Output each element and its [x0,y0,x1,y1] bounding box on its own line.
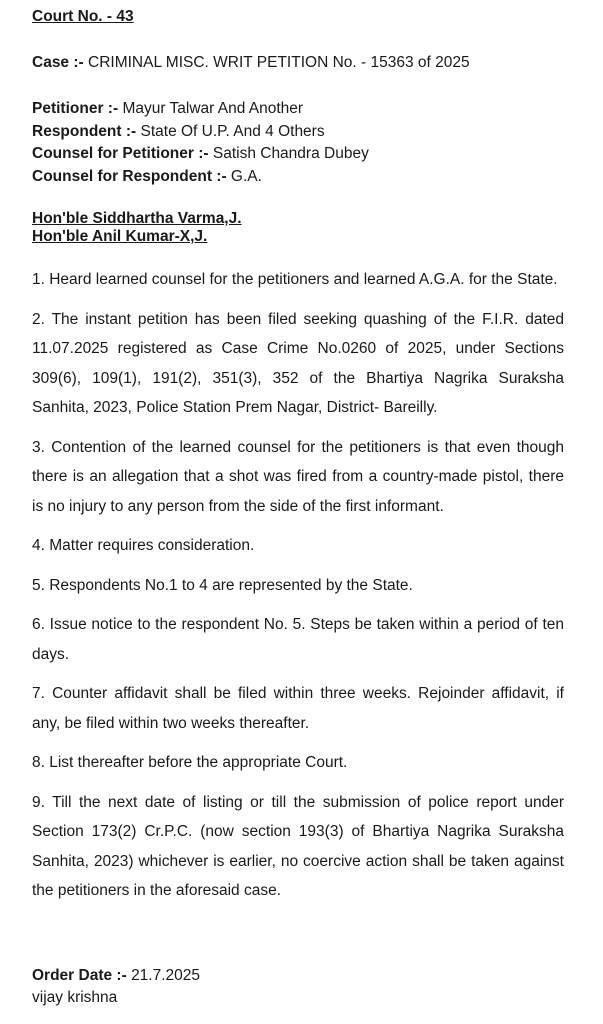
paragraph-4: 4. Matter requires consideration. [32,537,255,554]
case-line [32,54,470,72]
order-date-value: 21.7.2025 [131,967,201,984]
signatory: vijay krishna [32,989,118,1006]
case-label: Case :- [32,54,84,71]
petitioner-row [32,98,369,121]
paragraph-3: 3. Contention of the learned counsel for the petitioners is that even though there is an allegation that a shot was fired from a country-made pistol, there is no injury to any person from the side of the first informant. [32,438,564,515]
paragraph-9: 9. Till the next date of listing or till the submission of police report under Section 173(2) Cr.P.C. (now section 193(3) of Bhartiya Nagrika Suraksha Sanhita, 2023) whichever is earlier, no coercive action shall be taken against the petitioners in the aforesaid case. [32,793,564,899]
case-value: CRIMINAL MISC. WRIT PETITION No. - 15363 of 2025 [88,54,470,71]
parties-block [32,98,369,188]
respondent-label: Respondent :- [32,122,137,140]
paragraph-8: 8. List thereafter before the appropriate Court. [32,754,348,771]
order-paragraphs [32,265,564,916]
order-date-row [32,965,200,987]
judge-name: Hon'ble Anil Kumar-X,J. [32,228,208,245]
counsel-respondent-value: G.A. [230,167,262,185]
paragraph-1: 1. Heard learned counsel for the petitioners and learned A.G.A. for the State. [32,271,558,288]
counsel-respondent-label: Counsel for Respondent :- [32,167,227,185]
judges-block [32,210,242,246]
counsel-petitioner-row [32,143,369,166]
counsel-petitioner-value: Satish Chandra Dubey [212,145,369,162]
paragraph-6: 6. Issue notice to the respondent No. 5. Steps be taken within a period of ten days. [32,616,564,663]
petitioner-value: Mayur Talwar And Another [122,100,304,117]
paragraph-7: 7. Counter affidavit shall be filed within three weeks. Rejoinder affidavit, if any, be filed within two weeks thereafter. [32,685,564,732]
paragraph-2: 2. The instant petition has been filed seeking quashing of the F.I.R. dated 11.07.2025 registered as Case Crime No.0260 of 2025, under Sections 309(6), 109(1), 191(2), 351(3), 352 of the Bhartiya Nagrika Suraksha Sanhita, 2023, Police Station Prem Nagar, District- Bareilly. [32,310,564,416]
court-number: Court No. - 43 [32,8,134,25]
respondent-value: State Of U.P. And 4 Others [140,122,325,140]
counsel-respondent-row [32,166,369,189]
judge-name: Hon'ble Siddhartha Varma,J. [32,210,242,227]
counsel-petitioner-label: Counsel for Petitioner :- [32,145,209,162]
order-date-label: Order Date :- [32,967,127,984]
order-footer [32,965,200,1009]
respondent-row [32,121,369,144]
paragraph-5: 5. Respondents No.1 to 4 are represented by the State. [32,576,413,594]
petitioner-label: Petitioner :- [32,100,119,117]
